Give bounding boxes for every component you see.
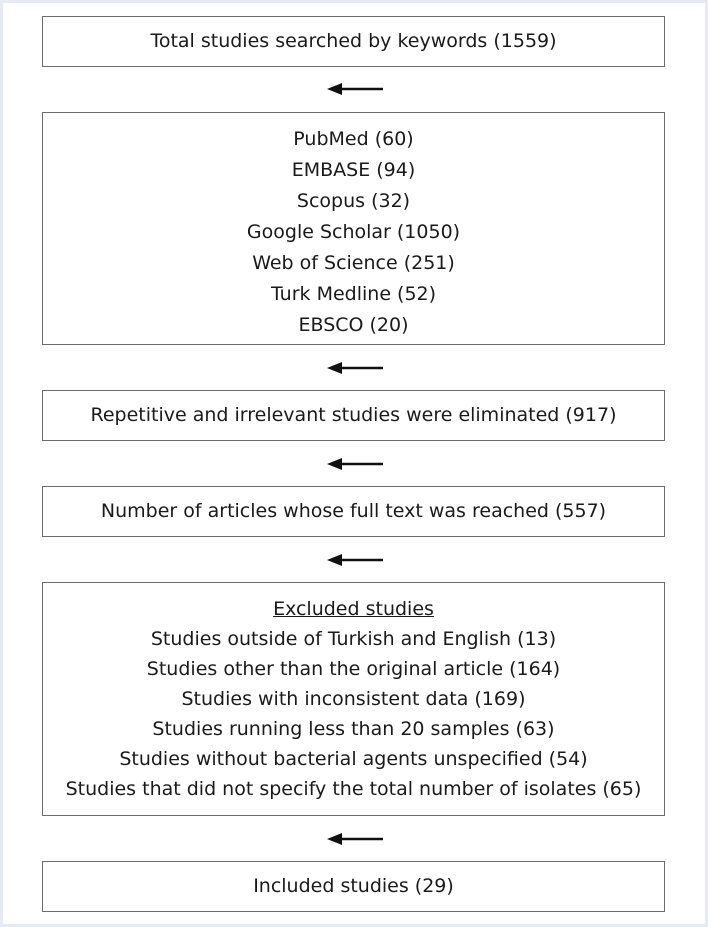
total-studies-text: Total studies searched by keywords (1559) [150,30,557,52]
excluded-studies-heading: Excluded studies [273,598,434,620]
included-studies-text: Included studies (29) [253,875,454,897]
left-arrow-icon [327,457,384,471]
left-arrow-icon [327,553,384,567]
database-item: Google Scholar (1050) [246,221,461,243]
included-studies-box [42,861,665,912]
eliminated-studies-text: Repetitive and irrelevant studies were eliminated (917) [90,404,617,426]
database-item: Turk Medline (52) [270,283,437,305]
left-arrow-icon [327,82,384,96]
databases-box [42,112,665,345]
eliminated-studies-box [42,390,665,441]
excluded-item: Studies other than the original article (164) [146,658,561,680]
full-text-count-text: Number of articles whose full text was reached (557) [100,500,607,522]
excluded-studies-box [42,582,665,816]
excluded-item: Studies with inconsistent data (169) [181,688,526,710]
left-arrow-icon [327,361,384,375]
left-arrow-icon [327,832,384,846]
excluded-item: Studies without bacterial agents unspecified (54) [119,748,588,770]
excluded-item: Studies running less than 20 samples (63) [152,718,555,740]
excluded-item: Studies that did not specify the total number of isolates (65) [65,778,642,800]
excluded-item: Studies outside of Turkish and English (13) [150,628,557,650]
database-item: EMBASE (94) [291,159,416,181]
database-item: EBSCO (20) [298,314,409,336]
database-item: Scopus (32) [296,190,411,212]
total-studies-box [42,16,665,67]
database-item: Web of Science (251) [252,252,455,274]
database-item: PubMed (60) [293,128,414,150]
full-text-box [42,486,665,537]
